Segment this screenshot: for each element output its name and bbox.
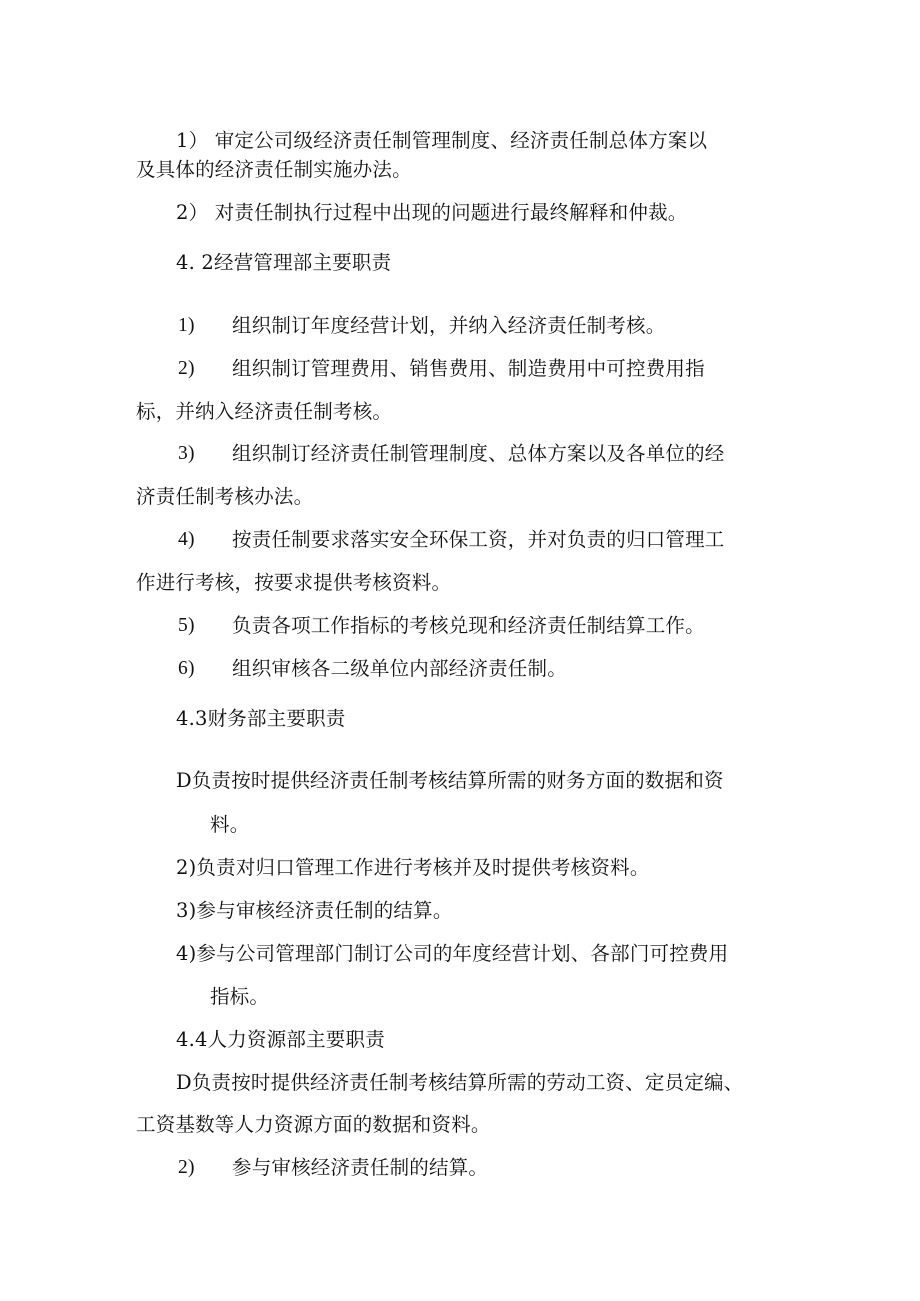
list-number: 4) bbox=[178, 529, 195, 550]
paragraph-line: 按责任制要求落实安全环保工资，并对负责的归口管理工 bbox=[232, 528, 725, 551]
paragraph-line: 4)参与公司管理部门制订公司的年度经营计划、各部门可控费用 bbox=[176, 942, 729, 965]
paragraph-line: 组织审核各二级单位内部经济责任制。 bbox=[232, 657, 567, 680]
paragraph-line: 组织制订经济责任制管理制度、总体方案以及各单位的经 bbox=[232, 442, 725, 465]
list-number: 6) bbox=[178, 658, 195, 679]
list-number: 1) bbox=[178, 315, 195, 336]
paragraph-line: 2)负责对归口管理工作进行考核并及时提供考核资料。 bbox=[176, 856, 650, 879]
paragraph-line: 标，并纳入经济责任制考核。 bbox=[136, 400, 393, 423]
paragraph-line: 指标。 bbox=[210, 985, 270, 1008]
paragraph-line: 负责各项工作指标的考核兑现和经济责任制结算工作。 bbox=[232, 614, 705, 637]
paragraph-line: 1） 审定公司级经济责任制管理制度、经济责任制总体方案以 bbox=[176, 129, 708, 152]
paragraph-line: 组织制订年度经营计划，并纳入经济责任制考核。 bbox=[232, 314, 666, 337]
paragraph-line: 作进行考核，按要求提供考核资料。 bbox=[136, 571, 452, 594]
paragraph-line: 参与审核经济责任制的结算。 bbox=[232, 1156, 489, 1179]
list-number: 5) bbox=[178, 615, 195, 636]
section-heading: 4.4人力资源部主要职责 bbox=[176, 1028, 385, 1051]
paragraph-line: 料。 bbox=[210, 813, 250, 836]
paragraph-line: D负责按时提供经济责任制考核结算所需的财务方面的数据和资 bbox=[176, 769, 724, 792]
section-heading: 4. 2经营管理部主要职责 bbox=[176, 251, 392, 274]
paragraph-line: 济责任制考核办法。 bbox=[136, 485, 314, 508]
paragraph-line: 3)参与审核经济责任制的结算。 bbox=[176, 899, 453, 922]
paragraph-line: 2） 对责任制执行过程中出现的问题进行最终解释和仲裁。 bbox=[176, 201, 688, 224]
section-heading: 4.3财务部主要职责 bbox=[176, 707, 346, 730]
paragraph-line: 工资基数等人力资源方面的数据和资料。 bbox=[136, 1113, 491, 1136]
list-number: 2) bbox=[178, 358, 195, 379]
paragraph-line: 组织制订管理费用、销售费用、制造费用中可控费用指 bbox=[232, 357, 705, 380]
paragraph-line: D负责按时提供经济责任制考核结算所需的劳动工资、定员定编、 bbox=[176, 1071, 744, 1094]
paragraph-line: 及具体的经济责任制实施办法。 bbox=[136, 158, 412, 181]
list-number: 3) bbox=[178, 443, 195, 464]
list-number: 2) bbox=[178, 1157, 195, 1178]
